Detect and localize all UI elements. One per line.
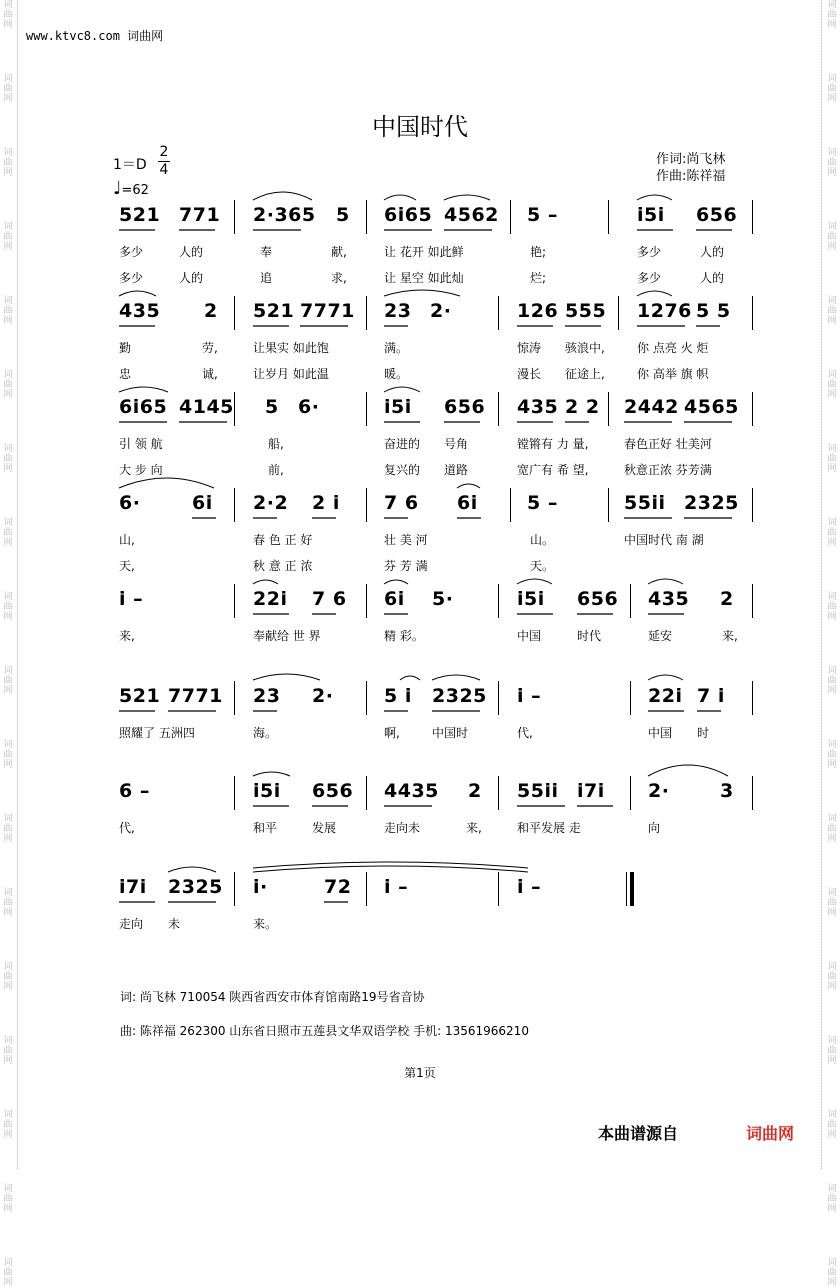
lyric-verse-1: 啊,: [384, 726, 400, 740]
lyric-verse-1: 奋进的: [384, 437, 421, 451]
lyric-verse-2: 求,: [331, 271, 347, 285]
watermark-char: 网: [3, 908, 13, 918]
watermark-char: 词: [3, 740, 13, 750]
watermark-char: 词: [3, 814, 13, 824]
note-group: 23: [384, 300, 412, 322]
watermark-char: 曲: [3, 1120, 13, 1130]
watermark-char: 网: [827, 612, 837, 622]
lyric-verse-1: 中国: [517, 629, 542, 643]
watermark-char: 曲: [827, 824, 837, 834]
watermark-char: 网: [827, 316, 837, 326]
lyric-verse-2: 让 星空 如此灿: [384, 271, 464, 285]
note-group: 2 i: [312, 492, 340, 514]
note-group: 5·: [432, 588, 454, 610]
page-number: 第1页: [404, 1066, 436, 1080]
note-group: i –: [384, 876, 409, 898]
watermark-char: 词: [827, 74, 837, 84]
lyric-verse-1: 奉献给 世 界: [253, 629, 321, 643]
note-group: 2·2: [253, 492, 289, 514]
watermark-char: 词: [3, 296, 13, 306]
watermark-char: 词: [827, 1184, 837, 1194]
note-group: 5: [265, 396, 279, 418]
note-group: 4562: [444, 204, 499, 226]
lyric-verse-2: 前,: [268, 463, 284, 477]
lyric-verse-1: 镗锵有 力 量,: [517, 437, 589, 451]
note-group: 7 6: [384, 492, 419, 514]
watermark-char: 网: [3, 1204, 13, 1214]
watermark-char: 网: [3, 612, 13, 622]
note-group: 2·: [312, 685, 334, 707]
slur: [648, 765, 728, 776]
note-group: 435: [119, 300, 161, 322]
note-group: 2442: [624, 396, 679, 418]
lyric-verse-1: 多少: [119, 245, 144, 259]
lyric-verse-1: 时代: [577, 629, 602, 643]
note-group: 22i: [648, 685, 683, 707]
note-group: 521: [119, 685, 161, 707]
watermark-char: 网: [827, 908, 837, 918]
time-signature-top: 2: [159, 144, 169, 160]
watermark-char: 词: [3, 962, 13, 972]
watermark-char: 曲: [3, 824, 13, 834]
note-group: 4145: [179, 396, 234, 418]
lyric-verse-1: 劳,: [202, 341, 218, 355]
slur: [384, 580, 408, 584]
watermark-char: 曲: [3, 750, 13, 760]
watermark-char: 词: [827, 1036, 837, 1046]
source-label: 本曲谱源自: [598, 1124, 679, 1143]
note-group: 5 5: [696, 300, 731, 322]
lyric-verse-2: 人的: [179, 271, 204, 285]
note-group: 126: [517, 300, 559, 322]
slur: [384, 290, 460, 296]
slur: [119, 478, 214, 488]
lyric-verse-2: 人的: [700, 271, 725, 285]
watermark-char: 词: [3, 666, 13, 676]
watermark-char: 网: [827, 982, 837, 992]
lyric-verse-1: 骇浪中,: [565, 341, 605, 355]
lyric-verse-2: 芬 芳 满: [384, 559, 428, 573]
note-group: 4435: [384, 780, 439, 802]
note-group: 6·: [298, 396, 320, 418]
watermark-char: 网: [827, 1130, 837, 1140]
note-group: 5 –: [527, 204, 558, 226]
watermark-char: 词: [827, 296, 837, 306]
note-group: i –: [517, 876, 542, 898]
watermark-char: 曲: [3, 1046, 13, 1056]
watermark-char: 曲: [827, 454, 837, 464]
song-title: 中国时代: [372, 113, 468, 141]
watermark-char: 词: [3, 888, 13, 898]
watermark-char: 曲: [3, 1268, 13, 1278]
watermark-char: 词: [827, 666, 837, 676]
note-group: 2325: [684, 492, 739, 514]
lyric-verse-1: 走向: [119, 917, 144, 931]
watermark-char: 词: [827, 814, 837, 824]
watermark-char: 词: [827, 444, 837, 454]
lyric-verse-1: 代,: [119, 821, 135, 835]
lyric-verse-1: 山。: [530, 533, 555, 547]
lyric-verse-1: 代,: [517, 726, 533, 740]
lyric-verse-1: 来,: [466, 821, 482, 835]
watermark-char: 曲: [3, 972, 13, 982]
note-group: i5i: [517, 588, 545, 610]
lyric-verse-2: 追: [260, 271, 273, 285]
lyric-verse-1: 发展: [312, 821, 337, 835]
watermark-glyphs: [3, 1184, 12, 1214]
watermark-char: 词: [827, 592, 837, 602]
site-name: 词曲网: [127, 29, 164, 43]
watermark-char: 曲: [827, 972, 837, 982]
note-group: i5i: [253, 780, 281, 802]
watermark-char: 曲: [827, 1120, 837, 1130]
lyric-verse-1: 满。: [384, 341, 409, 355]
note-group: 7771: [168, 685, 223, 707]
note-group: 6 –: [119, 780, 150, 802]
lyric-verse-1: 艳;: [530, 245, 547, 259]
watermark-char: 曲: [827, 1194, 837, 1204]
lyric-verse-1: 和平发展 走: [517, 821, 581, 835]
watermark-glyphs: [3, 1258, 12, 1288]
slur: [168, 867, 216, 872]
watermark-char: 曲: [827, 84, 837, 94]
lyric-verse-2: 漫长: [517, 367, 542, 381]
watermark-char: 词: [3, 370, 13, 380]
watermark-char: 词: [3, 148, 13, 158]
note-group: 72: [324, 876, 352, 898]
note-group: 55ii: [624, 492, 666, 514]
lyric-verse-1: 走向未: [384, 821, 421, 835]
watermark-char: 词: [3, 444, 13, 454]
lyric-verse-1: 春色正好 壮美河: [624, 437, 712, 451]
watermark-char: 网: [827, 834, 837, 844]
lyric-verse-1: 人的: [700, 245, 725, 259]
watermark-char: 词: [827, 740, 837, 750]
slur: [432, 675, 480, 680]
watermark-char: 曲: [827, 898, 837, 908]
watermark-char: 词: [3, 0, 13, 10]
watermark-char: 词: [3, 1184, 13, 1194]
watermark-char: 曲: [3, 306, 13, 316]
lyric-verse-1: 惊涛: [517, 341, 542, 355]
watermark-char: 词: [3, 1258, 13, 1268]
lyric-verse-2: 你 高举 旗 帜: [637, 367, 709, 381]
note-group: 2·365: [253, 204, 316, 226]
watermark-char: 网: [3, 390, 13, 400]
note-group: 22i: [253, 588, 288, 610]
watermark-char: 曲: [3, 528, 13, 538]
lyric-verse-1: 精 彩。: [384, 629, 424, 643]
note-group: i5i: [637, 204, 665, 226]
slur: [457, 484, 480, 488]
lyric-verse-1: 和平: [253, 821, 278, 835]
lyric-verse-2: 忠: [119, 367, 132, 381]
lyricist-address: 词: 尚飞林 710054 陕西省西安市体育馆南路19号省音协: [120, 990, 425, 1004]
note-group: 2 2: [565, 396, 600, 418]
site-url-text[interactable]: www.ktvc8.com: [26, 29, 120, 43]
slur: [637, 291, 672, 296]
lyric-verse-1: 让 花开 如此鲜: [384, 245, 464, 259]
watermark-char: 网: [827, 1056, 837, 1066]
watermark-char: 词: [827, 888, 837, 898]
watermark-char: 曲: [827, 528, 837, 538]
watermark-char: 网: [3, 686, 13, 696]
watermark-char: 网: [3, 1056, 13, 1066]
watermark-char: 词: [3, 1110, 13, 1120]
lyric-verse-1: 献,: [331, 245, 347, 259]
watermark-char: 词: [3, 74, 13, 84]
source-brand-link[interactable]: 词曲网: [746, 1124, 795, 1143]
watermark-char: 词: [827, 962, 837, 972]
note-group: 23: [253, 685, 281, 707]
note-group: 555: [565, 300, 607, 322]
lyric-verse-1: 海。: [253, 726, 278, 740]
time-signature-bottom: 4: [159, 162, 169, 178]
watermark-char: 曲: [3, 84, 13, 94]
note-group: 2325: [432, 685, 487, 707]
watermark-char: 网: [3, 834, 13, 844]
watermark-char: 曲: [827, 1268, 837, 1278]
watermark-char: 网: [827, 390, 837, 400]
watermark-char: 曲: [3, 898, 13, 908]
note-group: 435: [648, 588, 690, 610]
watermark-char: 曲: [827, 676, 837, 686]
note-group: 2: [468, 780, 482, 802]
lyric-verse-1: 多少: [637, 245, 662, 259]
lyric-verse-1: 人的: [179, 245, 204, 259]
watermark-char: 网: [3, 464, 13, 474]
lyric-verse-1: 来,: [722, 629, 738, 643]
watermark-char: 曲: [827, 602, 837, 612]
watermark-char: 网: [3, 20, 13, 30]
lyric-verse-1: 壮 美 河: [384, 533, 428, 547]
watermark-char: 网: [827, 20, 837, 30]
lyric-verse-2: 复兴的: [384, 463, 421, 477]
slur: [119, 291, 156, 296]
lyric-verse-2: 天。: [530, 559, 555, 573]
watermark-char: 词: [3, 1036, 13, 1046]
slur: [648, 579, 683, 584]
slur: [444, 195, 490, 200]
slur: [253, 580, 278, 584]
slur: [119, 387, 168, 392]
lyric-verse-1: 时: [697, 726, 710, 740]
watermark-char: 网: [827, 94, 837, 104]
lyric-verse-1: 中国: [648, 726, 673, 740]
note-group: 2·: [430, 300, 452, 322]
note-group: 6·: [119, 492, 141, 514]
watermark-char: 词: [827, 148, 837, 158]
note-group: 656: [312, 780, 354, 802]
note-group: 5 –: [527, 492, 558, 514]
note-group: 656: [577, 588, 619, 610]
watermark-glyphs: [827, 1258, 836, 1288]
note-group: 6i: [384, 588, 405, 610]
watermark-char: 网: [827, 686, 837, 696]
tie: [253, 862, 528, 868]
watermark-char: 曲: [827, 232, 837, 242]
lyric-verse-2: 秋意正浓 芬芳满: [624, 463, 712, 477]
watermark-char: 网: [827, 1278, 837, 1288]
watermark-char: 网: [3, 760, 13, 770]
lyric-verse-1: 向: [648, 821, 661, 835]
watermark-char: 曲: [3, 380, 13, 390]
note-group: 2·: [648, 780, 670, 802]
lyric-verse-1: 引 领 航: [119, 437, 163, 451]
slur: [637, 195, 672, 200]
lyric-verse-1: 中国时: [432, 726, 469, 740]
note-group: 3: [720, 780, 734, 802]
note-group: 5: [336, 204, 350, 226]
note-group: 521: [119, 204, 161, 226]
watermark-char: 曲: [3, 1194, 13, 1204]
tie: [253, 866, 528, 872]
watermark-char: 词: [3, 518, 13, 528]
lyric-verse-1: 春 色 正 好: [253, 533, 313, 547]
lyric-verse-2: 天,: [119, 559, 135, 573]
watermark-char: 曲: [827, 750, 837, 760]
lyric-verse-2: 征途上,: [565, 367, 605, 381]
watermark-char: 曲: [827, 10, 837, 20]
watermark-char: 曲: [827, 158, 837, 168]
lyric-verse-1: 你 点亮 火 炬: [637, 341, 709, 355]
note-group: 2325: [168, 876, 223, 898]
lyric-verse-1: 勤: [119, 341, 132, 355]
lyric-verse-1: 中国时代 南 湖: [624, 533, 704, 547]
note-group: 55ii: [517, 780, 559, 802]
quarter-note-icon: ♩: [113, 178, 122, 199]
note-group: 2: [204, 300, 218, 322]
tempo-value: =62: [121, 183, 149, 198]
watermark-char: 网: [3, 242, 13, 252]
lyric-verse-2: 宽广有 希 望,: [517, 463, 589, 477]
note-group: 7 i: [697, 685, 725, 707]
lyric-verse-1: 照耀了 五洲四: [119, 726, 195, 740]
note-group: 521: [253, 300, 295, 322]
watermark-char: 网: [827, 242, 837, 252]
watermark-char: 曲: [3, 602, 13, 612]
note-group: 6i65: [384, 204, 433, 226]
lyric-verse-2: 暖。: [384, 367, 409, 381]
note-group: 6i: [192, 492, 213, 514]
watermark-char: 词: [3, 592, 13, 602]
watermark-glyphs: [827, 1184, 836, 1214]
lyric-verse-1: 来。: [253, 917, 278, 931]
watermark-char: 网: [3, 538, 13, 548]
lyric-verse-1: 来,: [119, 629, 135, 643]
lyric-verse-1: 未: [168, 917, 181, 931]
lyric-verse-2: 多少: [637, 271, 662, 285]
lyric-verse-2: 道路: [444, 463, 469, 477]
watermark-char: 网: [3, 94, 13, 104]
watermark-char: 网: [3, 1278, 13, 1288]
lyric-verse-2: 多少: [119, 271, 144, 285]
watermark-char: 网: [827, 538, 837, 548]
watermark-char: 曲: [3, 10, 13, 20]
note-group: 7 6: [312, 588, 347, 610]
watermark-char: 网: [827, 760, 837, 770]
watermark-char: 词: [827, 1258, 837, 1268]
lyric-verse-1: 让果实 如此饱: [253, 341, 329, 355]
watermark-char: 词: [827, 0, 837, 10]
watermark-char: 曲: [3, 158, 13, 168]
note-group: 4565: [684, 396, 739, 418]
lyric-verse-1: 延安: [648, 629, 673, 643]
note-group: 6i65: [119, 396, 168, 418]
note-group: i7i: [119, 876, 147, 898]
note-group: 2: [720, 588, 734, 610]
lyricist-credit: 作词:尚飞林: [656, 152, 726, 167]
watermark-char: 网: [827, 168, 837, 178]
key-signature: 1＝D: [113, 157, 147, 173]
note-group: 435: [517, 396, 559, 418]
watermark-char: 词: [827, 370, 837, 380]
note-group: i5i: [384, 396, 412, 418]
watermark-char: 曲: [3, 676, 13, 686]
watermark-char: 曲: [827, 306, 837, 316]
slur: [253, 674, 320, 680]
watermark-char: 网: [3, 316, 13, 326]
note-group: i –: [119, 588, 144, 610]
watermark-char: 网: [3, 168, 13, 178]
note-group: i7i: [577, 780, 605, 802]
note-group: 1276: [637, 300, 692, 322]
note-group: 656: [444, 396, 486, 418]
composer-address: 曲: 陈祥福 262300 山东省日照市五莲县文华双语学校 手机: 13561966210: [120, 1024, 529, 1038]
watermark-char: 词: [3, 222, 13, 232]
note-group: i –: [517, 685, 542, 707]
lyric-verse-2: 烂;: [530, 271, 547, 285]
watermark-char: 词: [827, 518, 837, 528]
watermark-char: 词: [827, 1110, 837, 1120]
note-group: i·: [253, 876, 268, 898]
note-group: 656: [696, 204, 738, 226]
watermark-char: 网: [3, 982, 13, 992]
lyric-verse-2: 让岁月 如此温: [253, 367, 329, 381]
watermark-char: 曲: [827, 1046, 837, 1056]
watermark-char: 网: [827, 464, 837, 474]
composer-credit: 作曲:陈祥福: [656, 169, 726, 184]
note-group: 771: [179, 204, 221, 226]
slur: [253, 772, 290, 776]
slur: [517, 579, 552, 584]
slur: [253, 192, 312, 200]
lyric-verse-2: 大 步 向: [119, 463, 163, 477]
slur: [648, 675, 683, 680]
lyric-verse-1: 奉: [260, 245, 273, 259]
note-group: 6i: [457, 492, 478, 514]
lyric-verse-1: 船,: [268, 437, 284, 451]
note-group: 7771: [300, 300, 355, 322]
watermark-char: 网: [827, 1204, 837, 1214]
lyric-verse-2: 秋 意 正 浓: [253, 559, 313, 573]
lyric-verse-1: 山,: [119, 533, 135, 547]
watermark-char: 词: [827, 222, 837, 232]
lyric-verse-1: 号角: [444, 437, 469, 451]
watermark-char: 曲: [827, 380, 837, 390]
watermark-char: 曲: [3, 454, 13, 464]
note-group: 5 i: [384, 685, 412, 707]
lyric-verse-2: 诚,: [202, 367, 218, 381]
slur: [400, 676, 420, 680]
watermark-char: 曲: [3, 232, 13, 242]
watermark-char: 网: [3, 1130, 13, 1140]
slur: [384, 195, 416, 200]
slur: [384, 387, 420, 392]
